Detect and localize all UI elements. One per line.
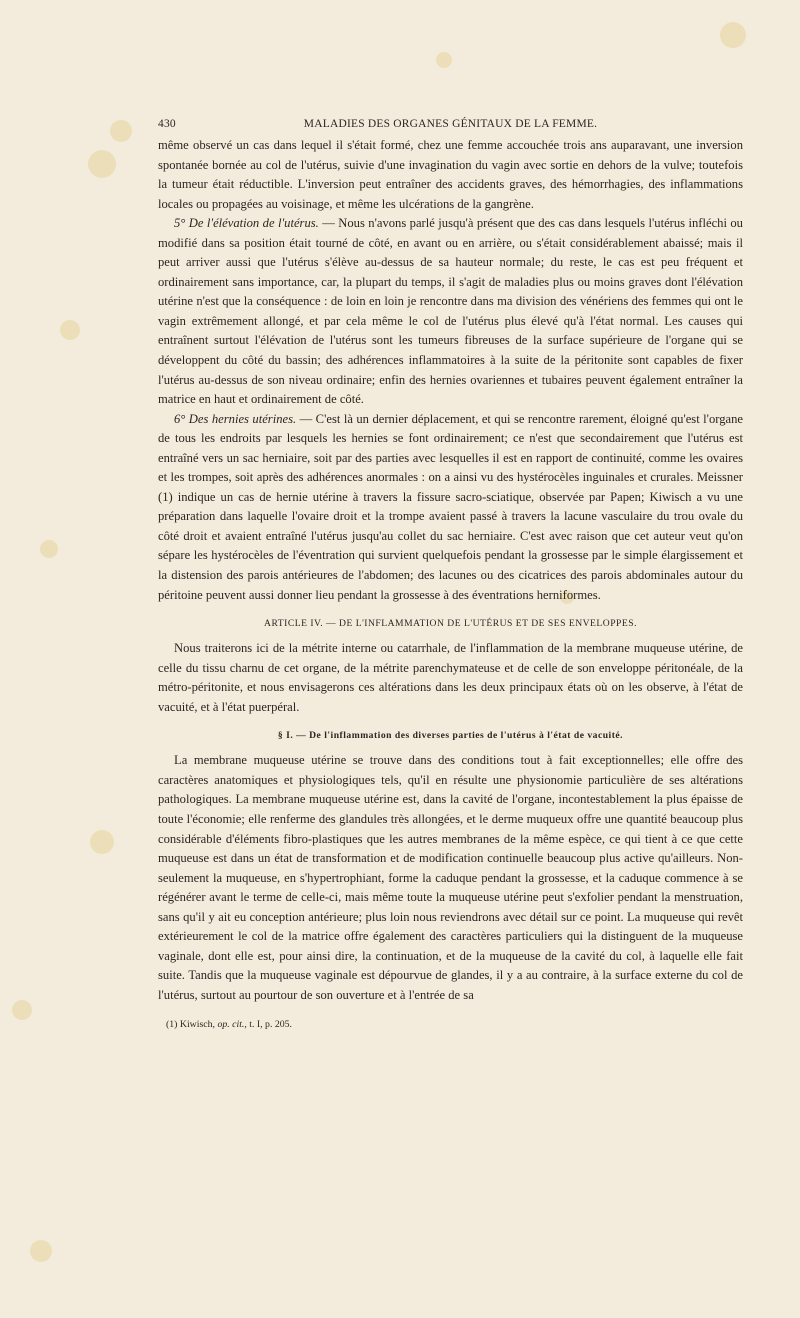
paragraph-elevation-text: — Nous n'avons parlé jusqu'à présent que des cas dans lesquels l'utérus infléchi ou modifié dans sa position était tourné de côté, en avant ou en arrière, ou s'était considérablement abaissé; mais il peut arriver aussi que l'utérus s'élève au-dessus de sa hauteur normale; du reste, le cas est peu fréquent et ordinairement sans importance, car, la plupart du temps, il s'agit de maladies plus ou moins graves dont l'élévation utérine n'est que la conséquence : de loin en loin je rencontre dans ma division des vénériens des femmes qui ont le vagin extrêmement allongé, et par cela même le col de l'utérus plus élevé qu'à l'état normal. Les causes qui entraînent surtout l'élévation de l'utérus sont les tumeurs fibreuses de la surface supérieure de l'organe qui se développent du côté du bassin; des adhérences inflammatoires à la suite de la péritonite sont capables de fixer l'utérus au-dessus de son niveau ordinaire; enfin des hernies ovariennes et tubaires peuvent également entraîner la matrice en haut et ordinairement de côté. <box>158 216 743 407</box>
foxing-spot <box>110 120 132 142</box>
paragraph-elevation <box>158 214 743 409</box>
running-header <box>158 118 743 136</box>
article-heading: ARTICLE IV. — DE L'INFLAMMATION DE L'UTÉRUS ET DE SES ENVELOPPES. <box>264 618 637 630</box>
paragraph-introduction: Nous traiterons ici de la métrite interne ou catarrhale, de l'inflammation de la membrane muqueuse utérine, de celle du tissu charnu de cet organe, de la métrite parenchymateuse et de celle de son enveloppe péritonéale, de la métro-péritonite, et nous envisagerons ces altérations dans les deux principaux états où on les observe, à l'état de vacuité, et à l'état puerpéral. <box>158 641 743 714</box>
foxing-spot <box>40 540 58 558</box>
foxing-spot <box>88 150 116 178</box>
subsection-title-hernias: 6° Des hernies utérines. <box>174 411 297 426</box>
paragraph-hernias <box>158 410 743 605</box>
footnote-rest: , t. I, p. 205. <box>244 1019 292 1031</box>
foxing-spot <box>720 22 746 48</box>
running-title: MALADIES DES ORGANES GÉNITAUX DE LA FEMME. <box>303 118 598 130</box>
foxing-spot <box>60 320 80 340</box>
subsection-title-elevation: 5° De l'élévation de l'utérus. <box>174 216 319 231</box>
foxing-spot <box>436 52 452 68</box>
foxing-spot <box>12 1000 32 1020</box>
paragraph-hernias-text: — C'est là un dernier déplacement, et qui se rencontre rarement, éloigné qu'est l'organe de tous les endroits par lesquels les hernies se font ordinairement; ce n'est que secondairement que l'utérus est entraîné vers un sac herniaire, soit par des parties avec lesquelles il est en rapport de continuité, comme les ovaires et les trompes, soit après des adhérences anormales : on a ainsi vu des hystérocèles inguinales et crurales. Meissner (1) indique un cas de hernie utérine à travers la fissure sacro-sciatique, observée par Papen; Kiwisch a vu une préparation dans laquelle l'ovaire droit et la trompe avaient passé à travers la lacune vasculaire du trou ovale du côté droit et avaient entraîné l'utérus jusqu'au collet du sac herniaire. C'est avec raison que cet auteur veut qu'on sépare les hystérocèles de l'éventration qui survient quelquefois pendant la grossesse par le simple élargissement et la distension des parois antérieures de l'abdomen; des lacunes ou des cicatrices des parois abdominales autour du péritoine peuvent aussi donner lieu pendant la grossesse à des éventrations herniformes. <box>158 411 743 602</box>
paragraph-inversion: même observé un cas dans lequel il s'était formé, chez une femme accouchée trois ans auparavant, une inversion spontanée bornée au col de l'utérus, suivie d'une invagination du vagin avec sortie en dehors de la vulve; toutefois la tumeur était réductible. L'inversion peut entraîner des accidents graves, des hémorrhagies, des inflammations locales ou propagées au voisinage, et même les ulcérations de la gangrène. <box>158 138 743 211</box>
footnote <box>158 1019 743 1030</box>
foxing-spot <box>30 1240 52 1262</box>
body-text <box>158 136 743 1030</box>
foxing-spot <box>90 830 114 854</box>
footnote-marker: (1) Kiwisch, <box>166 1019 218 1031</box>
page-number: 430 <box>158 118 176 130</box>
paragraph-mucosa: La membrane muqueuse utérine se trouve dans des conditions tout à fait exceptionnelles; elle offre des caractères anatomiques et physiologiques tels, qu'il en résulte une physionomie particulière de ses altérations pathologiques. La membrane muqueuse utérine est, dans la cavité de l'organe, incontestablement la plus épaisse de toute l'économie; elle renferme des glandules très allongées, et le derme muqueux offre une quantité beaucoup plus considérable d'éléments fibro-plastiques que les autres membranes de la même espèce, ce qui tient à ce que cette muqueuse est dans un état de transformation et de modification continuelle beaucoup plus active qu'ailleurs. Non-seulement la muqueuse, en s'hypertrophiant, forme la caduque pendant la grossesse, et la caduque commence à se régénérer avant le terme de celle-ci, mais même toute la muqueuse utérine peut s'exfolier pendant la menstruation, sans qu'il y ait eu conception antérieure; plus loin nous reviendrons avec détail sur ce point. La muqueuse qui revêt extérieurement le col de la matrice offre également des caractères particuliers qui la distinguent de la muqueuse vaginale, dont elle est, pour ainsi dire, la continuation, et de la muqueuse de la cavité du col, à laquelle elle fait suite. Tandis que la muqueuse vaginale est dépourvue de glandes, il y a au contraire, à la surface externe du col de l'utérus, surtout au pourtour de son ouverture et à l'entrée de sa <box>158 753 743 1002</box>
section-heading: § I. — De l'inflammation des diverses parties de l'utérus à l'état de vacuité. <box>277 730 624 742</box>
page <box>158 118 743 1030</box>
footnote-ref: op. cit. <box>217 1019 245 1031</box>
